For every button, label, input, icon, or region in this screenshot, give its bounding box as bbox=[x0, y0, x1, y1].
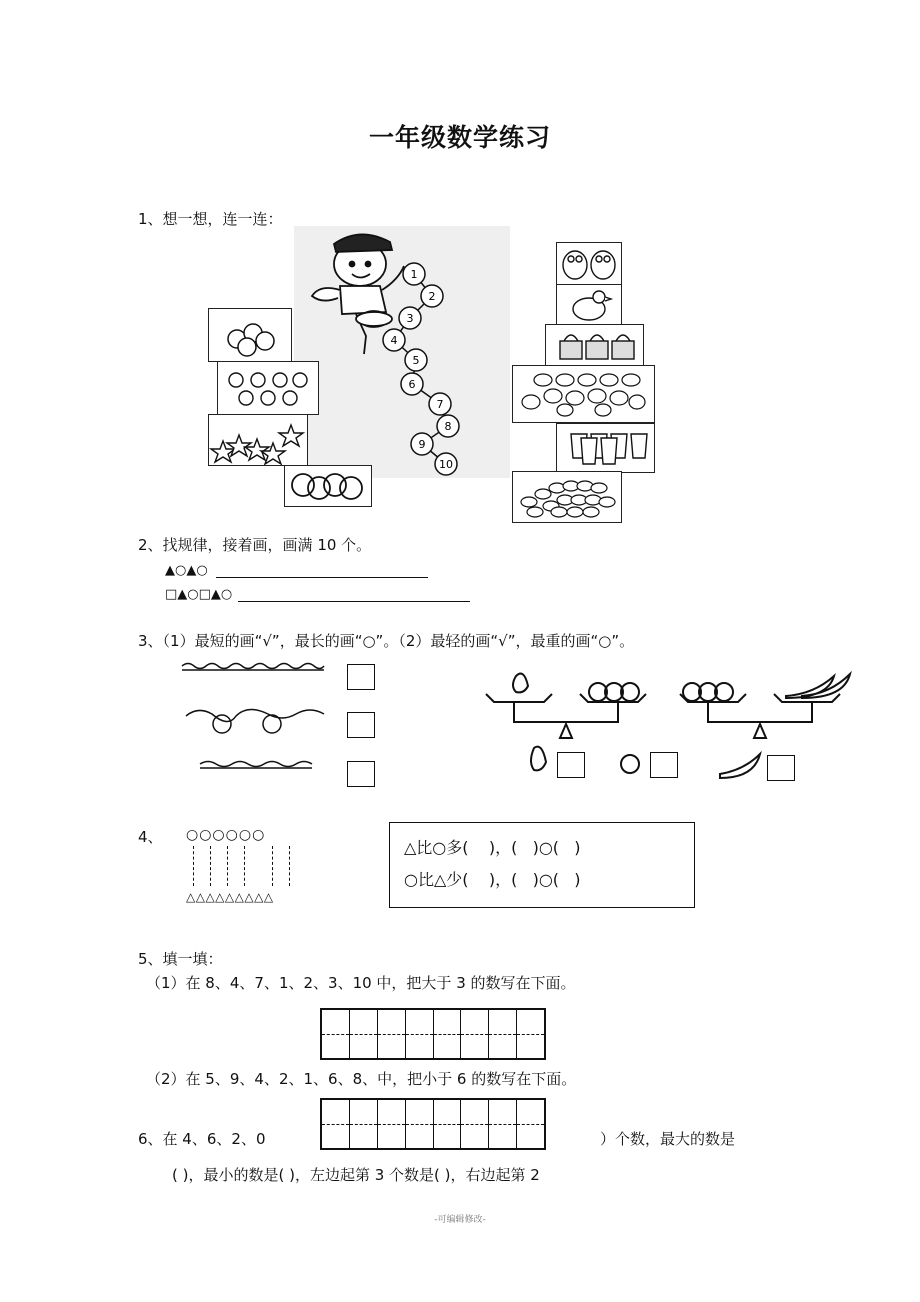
number-circle-1[interactable] bbox=[403, 263, 425, 285]
footer-note: -可编辑修改- bbox=[434, 1215, 486, 1225]
svg-text:6: 6 bbox=[408, 378, 416, 391]
match-line bbox=[272, 846, 273, 886]
question-2-label: 2、找规律，接着画，画满 10 个。 bbox=[138, 536, 372, 554]
question-4-label: 4、 bbox=[138, 828, 163, 846]
match-line bbox=[210, 846, 211, 886]
question-5-label: 5、填一填： bbox=[138, 950, 223, 968]
pigs-box[interactable] bbox=[512, 365, 655, 423]
number-circle-5[interactable] bbox=[405, 349, 427, 371]
answer-grid-2[interactable] bbox=[320, 1098, 546, 1150]
pattern-1-answer-line[interactable] bbox=[216, 577, 428, 578]
stars-box[interactable] bbox=[208, 414, 308, 466]
pear-answer-box[interactable] bbox=[557, 752, 585, 778]
rope-3-answer-box[interactable] bbox=[347, 761, 375, 787]
chicken-box[interactable] bbox=[556, 284, 622, 326]
cups-box[interactable] bbox=[556, 423, 655, 473]
svg-text:5: 5 bbox=[412, 354, 420, 367]
rings-box[interactable] bbox=[284, 465, 372, 507]
answer-grid-1[interactable] bbox=[320, 1008, 546, 1060]
teddy-bears-box[interactable] bbox=[217, 361, 319, 415]
question-5-part-2: （2）在 5、9、4、2、1、6、8、中，把小于 6 的数写在下面。 bbox=[146, 1070, 577, 1088]
circles-row: ○○○○○○ bbox=[186, 827, 266, 843]
triangles-row: △△△△△△△△△ bbox=[186, 890, 274, 904]
question-5-part-1: （1）在 8、4、7、1、2、3、10 中，把大于 3 的数写在下面。 bbox=[146, 974, 576, 992]
svg-text:9: 9 bbox=[418, 438, 426, 451]
pattern-2: □▲○□▲○ bbox=[165, 587, 233, 602]
question-3-label: 3、（1）最短的画“√”，最长的画“○”。（2）最轻的画“√”，最重的画“○”。 bbox=[138, 632, 635, 650]
svg-text:8: 8 bbox=[444, 420, 452, 433]
number-circle-7[interactable] bbox=[429, 393, 451, 415]
number-circle-8[interactable] bbox=[437, 415, 459, 437]
number-circle-2[interactable] bbox=[421, 285, 443, 307]
question-1-label: 1、想一想，连一连： bbox=[138, 210, 283, 228]
match-line bbox=[289, 846, 290, 886]
frogs-box[interactable] bbox=[556, 242, 622, 286]
svg-text:3: 3 bbox=[406, 312, 414, 325]
svg-text:4: 4 bbox=[390, 334, 398, 347]
svg-text:1: 1 bbox=[410, 268, 418, 281]
coins-box[interactable] bbox=[512, 471, 622, 523]
compare-line-1[interactable]: △比○多( )，( )○( ) bbox=[404, 838, 581, 857]
match-line bbox=[244, 846, 245, 886]
pattern-2-answer-line[interactable] bbox=[238, 601, 470, 602]
rope-2-answer-box[interactable] bbox=[347, 712, 375, 738]
number-circle-6[interactable] bbox=[401, 373, 423, 395]
number-circle-10[interactable] bbox=[435, 453, 457, 475]
compare-line-2[interactable]: ○比△少( )，( )○( ) bbox=[404, 870, 581, 889]
apples-box[interactable] bbox=[208, 308, 292, 362]
number-circle-4[interactable] bbox=[383, 329, 405, 351]
number-circle-3[interactable] bbox=[399, 307, 421, 329]
match-line bbox=[227, 846, 228, 886]
baskets-box[interactable] bbox=[545, 324, 644, 366]
ropes-illustration bbox=[178, 656, 328, 780]
svg-text:10: 10 bbox=[439, 458, 453, 471]
pattern-1: ▲○▲○ bbox=[165, 563, 208, 578]
apple-answer-box[interactable] bbox=[650, 752, 678, 778]
number-path-illustration bbox=[294, 226, 510, 478]
question-6-line-1-end: ）个数，最大的数是 bbox=[600, 1130, 736, 1148]
page-title: 一年级数学练习 bbox=[368, 123, 551, 152]
question-6-line-2: ( )，最小的数是( )，左边起第 3 个数是( )，右边起第 2 bbox=[172, 1166, 540, 1184]
svg-text:7: 7 bbox=[436, 398, 444, 411]
match-line bbox=[193, 846, 194, 886]
svg-text:2: 2 bbox=[428, 290, 436, 303]
compare-box[interactable] bbox=[389, 822, 695, 908]
rope-1-answer-box[interactable] bbox=[347, 664, 375, 690]
question-6-label: 6、在 4、6、2、0 bbox=[138, 1130, 266, 1148]
banana-answer-box[interactable] bbox=[767, 755, 795, 781]
number-circle-9[interactable] bbox=[411, 433, 433, 455]
